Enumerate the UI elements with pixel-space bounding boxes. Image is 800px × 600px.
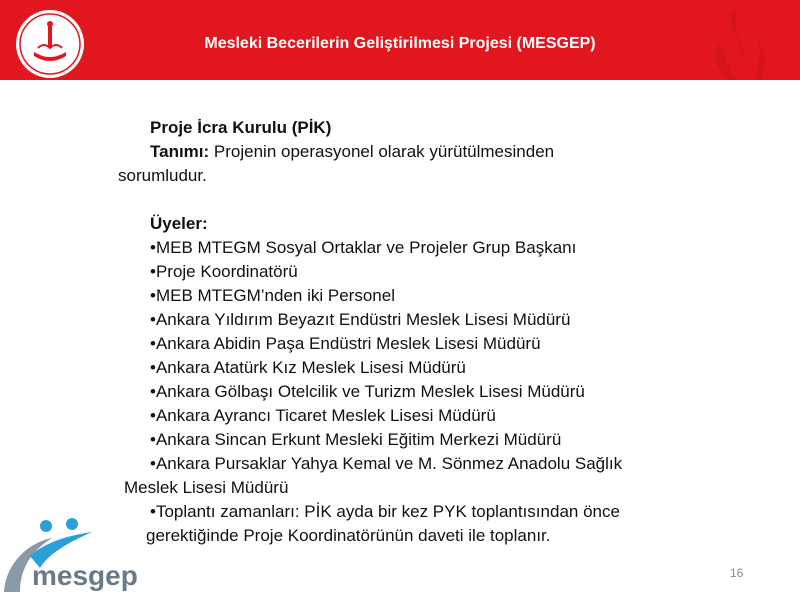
- page-number: 16: [730, 566, 744, 580]
- member-item: •Ankara Abidin Paşa Endüstri Meslek Lisesi Müdürü: [150, 334, 541, 353]
- member-item: •Ankara Yıldırım Beyazıt Endüstri Meslek Lisesi Müdürü: [150, 310, 571, 329]
- meeting-line-2: gerektiğinde Proje Koordinatörünün daveti ile toplanır.: [146, 526, 551, 545]
- flame-watermark-icon: [688, 4, 784, 80]
- header-title: Mesleki Becerilerin Geliştirilmesi Projesi (MESGEP): [204, 35, 596, 52]
- slide-content: [118, 116, 758, 548]
- member-item: •Proje Koordinatörü: [150, 262, 298, 281]
- member-item: •Ankara Pursaklar Yahya Kemal ve M. Sönmez Anadolu Sağlık: [150, 454, 623, 473]
- member-item: •Ankara Sincan Erkunt Mesleki Eğitim Merkezi Müdürü: [150, 430, 562, 449]
- uyeler-label: Üyeler:: [150, 214, 208, 233]
- mesgep-brand: mesgep: [32, 560, 138, 591]
- tanim-continuation: sorumludur.: [118, 166, 207, 185]
- content-heading: Proje İcra Kurulu (PİK): [150, 118, 332, 137]
- header-bar: [0, 0, 800, 80]
- tanim-line: [118, 140, 758, 164]
- tanim-text: Projenin operasyonel olarak yürütülmesinden: [209, 142, 555, 161]
- member-continuation: Meslek Lisesi Müdürü: [124, 478, 289, 497]
- tanim-label: Tanımı:: [150, 142, 210, 161]
- member-item: •Ankara Gölbaşı Otelcilik ve Turizm Meslek Lisesi Müdürü: [150, 382, 585, 401]
- member-item: •MEB MTEGM Sosyal Ortaklar ve Projeler Grup Başkanı: [150, 238, 577, 257]
- meeting-line-1: •Toplantı zamanları: PİK ayda bir kez PYK toplantısından önce: [150, 502, 620, 521]
- member-item: •MEB MTEGM’nden iki Personel: [150, 286, 395, 305]
- member-item: •Ankara Atatürk Kız Meslek Lisesi Müdürü: [150, 358, 466, 377]
- member-item: •Ankara Ayrancı Ticaret Meslek Lisesi Müdürü: [150, 406, 496, 425]
